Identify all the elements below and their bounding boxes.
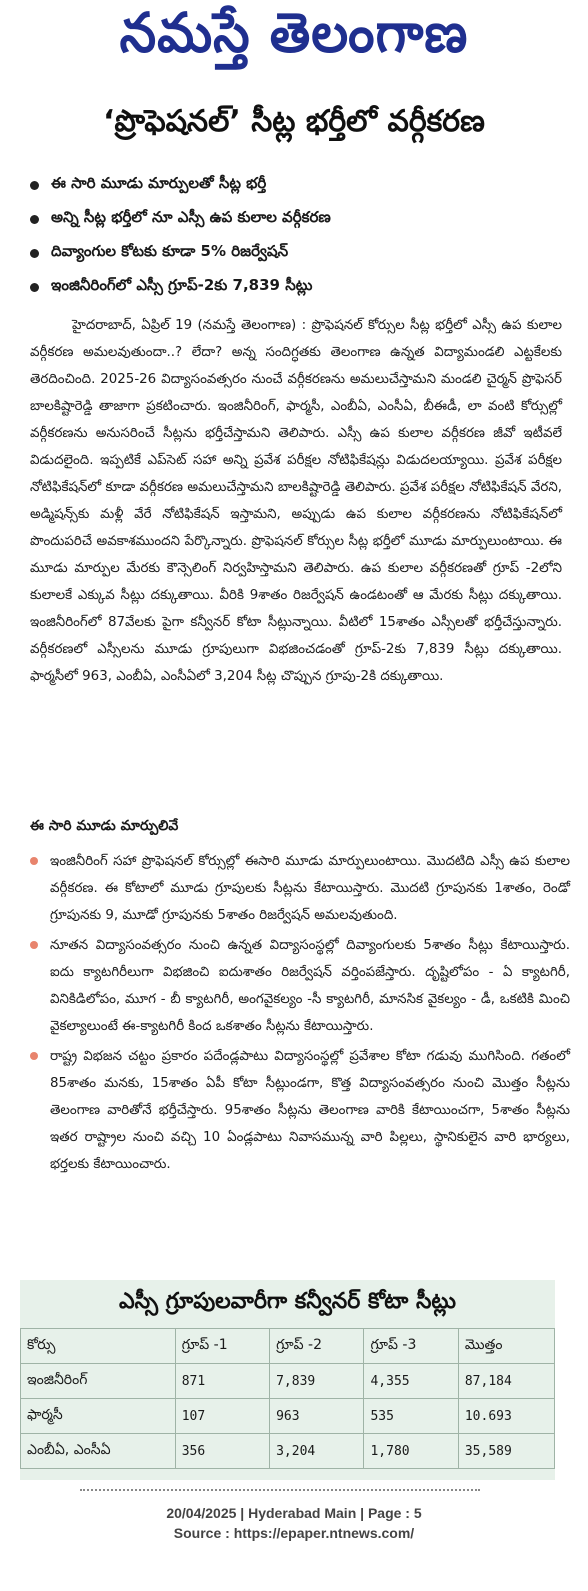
- list-item-text: నూతన విద్యాసంవత్సరం నుంచి ఉన్నత విద్యాసంస్థల్లో దివ్యాంగులకు 5శాతం సీట్లు కేటాయిస్తారు. ఐదు క్యాటగిరీలుగా విభజించి ఐదుశాతం రిజర్వేషన్ వర్తింపజేస్తారు. దృష్టిలోపం - ఏ క్యాటగిరీ, వినికిడిలోపం, మూగ - బీ క్యాటగిరీ, అంగవైకల్యం -సీ క్యాటగిరీ, మానసిక వైకల్యం - డీ, ఒకటికి మించి వైకల్యాలుంటే ఈ-క్యాటగిరీ కింద ఒకశాతం సీట్లను కేటాయిస్తారు.: [50, 938, 570, 1034]
- table-cell: ఫార్మసీ: [21, 1399, 176, 1434]
- table-row: [21, 1399, 555, 1434]
- list-item-text: ఇంజినీరింగ్ సహా ప్రొఫెషనల్ కోర్సుల్లో ఈసారి మూడు మార్పులుంటాయి. మొదటిది ఎస్సీ ఉప కులాల వర్గీకరణ. ఈ కోటాలో మూడు గ్రూపులకు సీట్లను కేటాయిస్తారు. మొదటి గ్రూపునకు 1శాతం, రెండో గ్రూపునకు 9, మూడో గ్రూపునకు 5శాతం రిజర్వేషన్ అమలవుతుంది.: [50, 854, 570, 923]
- clipped-text-edge: [20, 1485, 555, 1499]
- table-cell: 3,204: [270, 1434, 364, 1469]
- table-cell: 535: [364, 1399, 458, 1434]
- bullet-icon: [30, 249, 39, 258]
- footer-source-line: Source : https://epaper.ntnews.com/: [173, 1525, 415, 1541]
- table-row: [21, 1364, 555, 1399]
- table-header-cell: కోర్సు: [21, 1329, 176, 1364]
- highlight-bullets: [30, 168, 570, 304]
- highlight-text: అన్ని సీట్ల భర్తీలో నూ ఎస్సీ ఉప కులాల వర్గీకరణ: [51, 208, 331, 226]
- list-item-text: రాష్ట్ర విభజన చట్టం ప్రకారం పదేండ్లపాటు విద్యాసంస్థల్లో ప్రవేశాల కోటా గడువు ముగిసింది. గతంలో 85శాతం మనకు, 15శాతం ఏపీ కోటా సీట్లుండగా, కొత్త విద్యాసంవత్సరం నుంచి మొత్తం సీట్లను తెలంగాణ వారితోనే భర్తీచేస్తారు. 95శాతం సీట్లను తెలంగాణ వారికి కేటాయించగా, 5శాతం సీట్లను ఇతర రాష్ట్రాల నుంచి వచ్చి 10 ఏండ్లపాటు నివాసమున్న వారి పిల్లలు, స్థానికులైన వారి భార్యలు, భర్తలకు కేటాయించారు.: [50, 1049, 570, 1172]
- source-footer: [0, 1503, 588, 1543]
- seats-table: [20, 1328, 555, 1469]
- bullet-icon: [30, 1052, 38, 1060]
- list-item: [30, 932, 570, 1040]
- table-header-cell: గ్రూప్ -1: [175, 1329, 269, 1364]
- highlight-item: [30, 202, 570, 236]
- table-cell: ఇంజినీరింగ్: [21, 1364, 176, 1399]
- highlight-item: [30, 270, 570, 304]
- seats-table-box: [20, 1280, 555, 1480]
- table-cell: 107: [175, 1399, 269, 1434]
- highlight-item: [30, 236, 570, 270]
- table-cell: ఎంబీఏ, ఎంసీఏ: [21, 1434, 176, 1469]
- table-cell: 7,839: [270, 1364, 364, 1399]
- table-title: ఎస్సీ గ్రూపులవారీగా కన్వీనర్ కోటా సీట్లు: [118, 1289, 456, 1314]
- bullet-icon: [30, 857, 38, 865]
- bullet-icon: [30, 215, 39, 224]
- table-cell: 4,355: [364, 1364, 458, 1399]
- article-body: హైదరాబాద్, ఏప్రిల్ 19 (నమస్తే తెలంగాణ) : ప్రొఫెషనల్ కోర్సుల సీట్ల భర్తీలో ఎస్సీ ఉప కులాల వర్గీకరణ అమలవుతుందా..? లేదా? అన్న సందిగ్ధతకు తెలంగాణ ఉన్నత విద్యామండలి ఎట్టకేలకు తెరదించింది. 2025-26 విద్యాసంవత్సరం నుంచే వర్గీకరణను అమలుచేస్తామని మండలి చైర్మన్ ప్రొఫెసర్ బాలకిష్టారెడ్డి తాజాగా ప్రకటించారు. ఇంజినీరింగ్, ఫార్మసీ, ఎంబీఏ, ఎంసీఏ, బీఈడీ, లా వంటి కోర్సుల్లో వర్గీకరణను అనుసరించే సీట్లను భర్తీచేస్తామని తెలిపారు. ఎస్సీ ఉప కులాల వర్గీకరణ జీవో ఇటీవలే విడుదలైంది. ఇప్పటికే ఎప్‌సెట్ సహా అన్ని ప్రవేశ పరీక్షల నోటిఫికేషన్లు విడుదలయ్యాయి. ప్రవేశ పరీక్షల నోటిఫికేషన్‌లో కూడా వర్గీకరణ అమలుచేస్తామని బాలకిష్టారెడ్డి తెలిపారు. ప్రవేశ పరీక్షల నోటిఫికేషన్ వేరని, అడ్మిషన్స్‌కు మళ్లీ వేరే నోటిఫికేషన్ ఇస్తామని, అప్పుడు ఉప కులాల వర్గీకరణను నోటిఫికేషన్‌లో పొందుపరిచే అవకాశముందని పేర్కొన్నారు. ప్రొఫెషనల్ కోర్సుల సీట్ల భర్తీలో మూడు మార్పులుంటాయి. ఈ మూడు మార్పుల మేరకు కౌన్సెలింగ్ నిర్వహిస్తామని తెలిపారు. ఉప కులాల వర్గీకరణతో గ్రూప్ -2లోని కులాలకే ఎక్కువ సీట్లు దక్కుతాయి. వీరికి 9శాతం రిజర్వేషన్ ఉండటంతో ఆ మేరకు సీట్లు దక్కుతాయి. ఇంజినీరింగ్‌లో 87వేలకు పైగా కన్వీనర్ కోటా సీట్లున్నాయి. వీటిలో 15శాతం ఎస్సీలతో భర్తీచేస్తున్నారు. వర్గీకరణలో ఎస్సీలను మూడు గ్రూపులుగా విభజించడంతో గ్రూప్-2కు 7,839 సీట్లు దక్కుతాయి. ఫార్మసీలో 963, ఎంబీఏ, ఎంసీఏలో 3,204 సీట్ల చొప్పున గ్రూపు-2కి దక్కుతాయి.: [30, 318, 562, 684]
- highlight-text: ఈ సారి మూడు మార్పులతో సీట్ల భర్తీ: [51, 174, 267, 192]
- table-header-row: [21, 1329, 555, 1364]
- table-cell: 1,780: [364, 1434, 458, 1469]
- highlight-text: ఇంజినీరింగ్‌లో ఎస్సీ గ్రూప్-2కు 7,839 సీట్లు: [51, 276, 313, 294]
- footer-date-line: 20/04/2025 | Hyderabad Main | Page : 5: [166, 1505, 422, 1521]
- article-headline: ‘ప్రొఫెషనల్’ సీట్ల భర్తీలో వర్గీకరణ: [103, 104, 485, 139]
- list-item: [30, 1043, 570, 1178]
- highlight-text: దివ్యాంగుల కోటకు కూడా 5% రిజర్వేషన్: [51, 242, 289, 260]
- newspaper-logo: నమస్తే తెలంగాణ: [119, 1, 469, 66]
- bullet-icon: [30, 181, 39, 190]
- table-cell: 356: [175, 1434, 269, 1469]
- table-cell: 963: [270, 1399, 364, 1434]
- bullet-icon: [30, 941, 38, 949]
- changes-list: [30, 848, 570, 1181]
- table-cell: 871: [175, 1364, 269, 1399]
- table-cell: 87,184: [458, 1364, 554, 1399]
- table-cell: 10.693: [458, 1399, 554, 1434]
- table-header-cell: మొత్తం: [458, 1329, 554, 1364]
- table-row: [21, 1434, 555, 1469]
- masthead: [0, 0, 588, 80]
- table-header-cell: గ్రూప్ -3: [364, 1329, 458, 1364]
- table-cell: 35,589: [458, 1434, 554, 1469]
- highlight-item: [30, 168, 570, 202]
- table-header-cell: గ్రూప్ -2: [270, 1329, 364, 1364]
- section-subhead: ఈ సారి మూడు మార్పులివే: [30, 818, 179, 834]
- list-item: [30, 848, 570, 929]
- bullet-icon: [30, 283, 39, 292]
